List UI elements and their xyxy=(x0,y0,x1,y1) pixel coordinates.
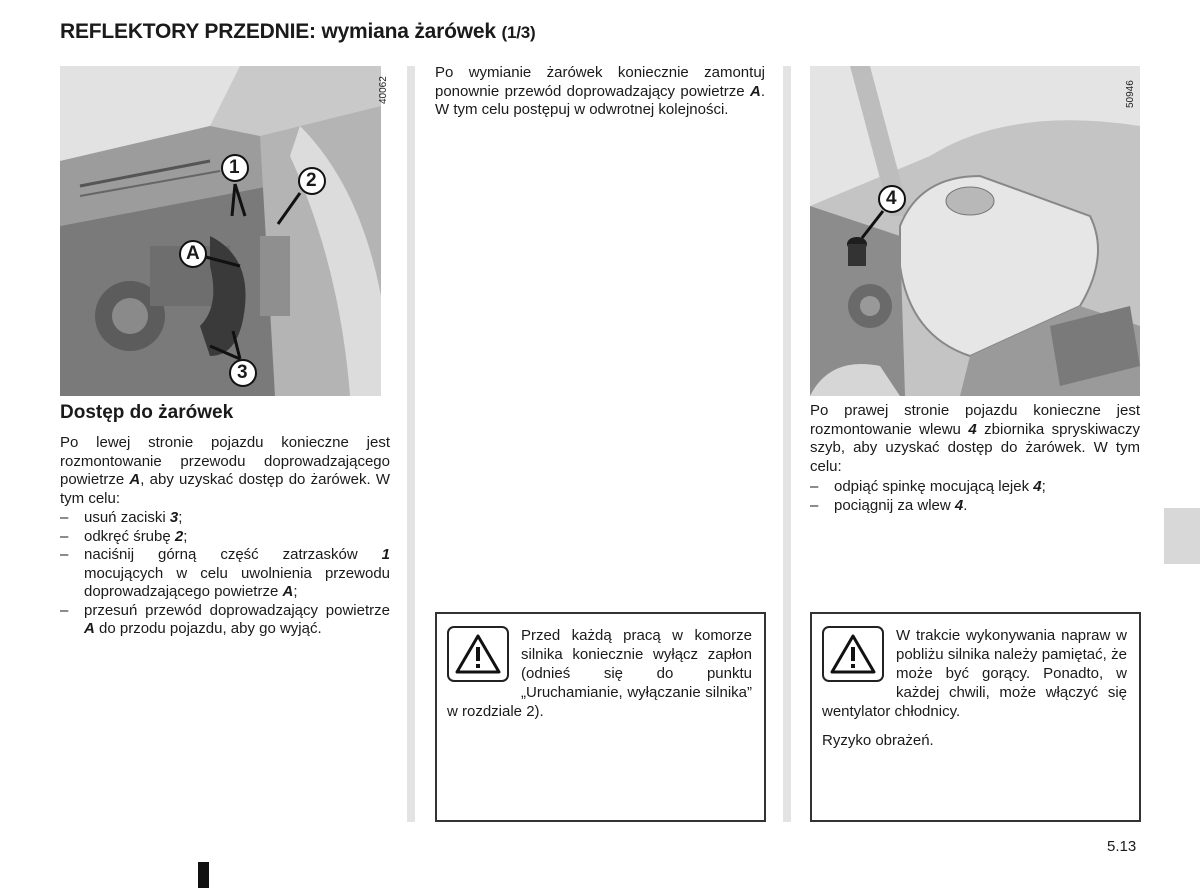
step-ref: 4 xyxy=(1033,478,1042,495)
list-item xyxy=(60,509,390,528)
title-text: REFLEKTORY PRZEDNIE: wymiana żarówek xyxy=(60,20,496,43)
warning-text: W trakcie wykonywania napraw w pobliżu silnika należy pamiętać, że może być gorący. Ponadto, w każdej chwili, może włączyć się wentylator chłodnicy. xyxy=(822,627,1127,720)
column-divider-left xyxy=(407,66,415,822)
reassembly-text-start: Po wymianie żarówek koniecznie zamontuj ponownie przewód doprowadzający powietrze xyxy=(435,64,765,100)
step-end: do przodu pojazdu, aby go wyjąć. xyxy=(94,620,322,637)
warning-note: Ryzyko obrażeń. xyxy=(822,732,934,749)
list-item xyxy=(60,546,390,602)
chapter-tab xyxy=(1164,508,1200,564)
reassembly-text xyxy=(435,64,765,120)
page-number: 5.13 xyxy=(1107,838,1137,855)
list-item xyxy=(810,478,1140,497)
list-item xyxy=(60,602,390,639)
engine-bay-photo-right xyxy=(810,66,1140,396)
step-end: mocujących w celu uwolnienia przewodu doprowadzającego powietrze xyxy=(84,564,390,600)
callout-label-4: 4 xyxy=(886,188,897,209)
step-end: . xyxy=(963,496,968,514)
callout-label-A: A xyxy=(186,243,200,264)
access-steps xyxy=(60,509,390,639)
step-ref: 4 xyxy=(954,496,964,514)
warning-box-ignition xyxy=(435,612,766,822)
step-text: odkręć śrubę xyxy=(84,527,175,545)
section-heading: Dostęp do żarówek xyxy=(60,402,234,423)
step-end: ; xyxy=(293,583,298,600)
step-ref: 1 xyxy=(381,546,390,563)
photo-ref-number-left: 40062 xyxy=(378,76,389,104)
right-steps xyxy=(810,478,1140,515)
ref-A: A xyxy=(129,471,141,488)
warning-box-engine-hot xyxy=(810,612,1141,822)
right-intro xyxy=(810,402,1140,476)
step-text: odpiąć spinkę mocującą lejek xyxy=(834,478,1034,495)
step-ref: A xyxy=(84,620,95,637)
callout-label-3: 3 xyxy=(237,362,248,383)
access-intro-text-end: , aby uzyskać dostęp do żarówek. W tym celu: xyxy=(60,471,390,507)
step-text: naciśnij górną część zatrzasków xyxy=(84,546,382,563)
column-divider-right xyxy=(783,66,791,822)
ref-4: 4 xyxy=(968,420,977,438)
right-intro-text: Po prawej stronie pojazdu konieczne jest rozmontowanie wlewu xyxy=(810,402,1140,438)
step-text: przesuń przewód doprowadzający powietrze xyxy=(84,601,390,619)
step-text: usuń zaciski xyxy=(84,509,170,526)
ref-A: A xyxy=(749,82,761,100)
page-edge-marker xyxy=(198,862,209,888)
step-ref: A xyxy=(282,583,294,600)
step-end: ; xyxy=(178,509,183,526)
callout-label-2: 2 xyxy=(306,170,317,191)
page-title xyxy=(60,20,535,44)
title-part: (1/3) xyxy=(501,23,536,42)
warning-triangle-icon xyxy=(822,626,884,682)
access-intro-text: Po lewej stronie pojazdu konieczne jest rozmontowanie przewodu doprowadzającego powietrze xyxy=(60,434,390,488)
access-intro xyxy=(60,434,390,508)
engine-bay-photo-left xyxy=(60,66,381,396)
callout-label-1: 1 xyxy=(229,157,240,178)
warning-triangle-icon xyxy=(447,626,509,682)
step-end: ; xyxy=(1041,478,1046,495)
photo-ref-number-right: 50946 xyxy=(1125,80,1136,108)
reassembly-text-end: . W tym celu postępuj w odwrotnej kolejności. xyxy=(435,82,765,118)
step-end: ; xyxy=(183,527,188,545)
list-item xyxy=(60,528,390,547)
step-text: pociągnij za wlew xyxy=(834,496,955,514)
step-ref: 2 xyxy=(174,527,184,545)
warning-text: Przed każdą pracą w komorze silnika koniecznie wyłącz zapłon (odnieś się do punktu „Uruchamianie, wyłączanie silnika” w rozdziale 2). xyxy=(447,627,752,720)
right-intro-text-end: zbiornika spryskiwaczy szyb, aby uzyskać dostęp do żarówek. W tym celu: xyxy=(810,420,1140,475)
list-item xyxy=(810,497,1140,516)
step-ref: 3 xyxy=(169,509,179,526)
